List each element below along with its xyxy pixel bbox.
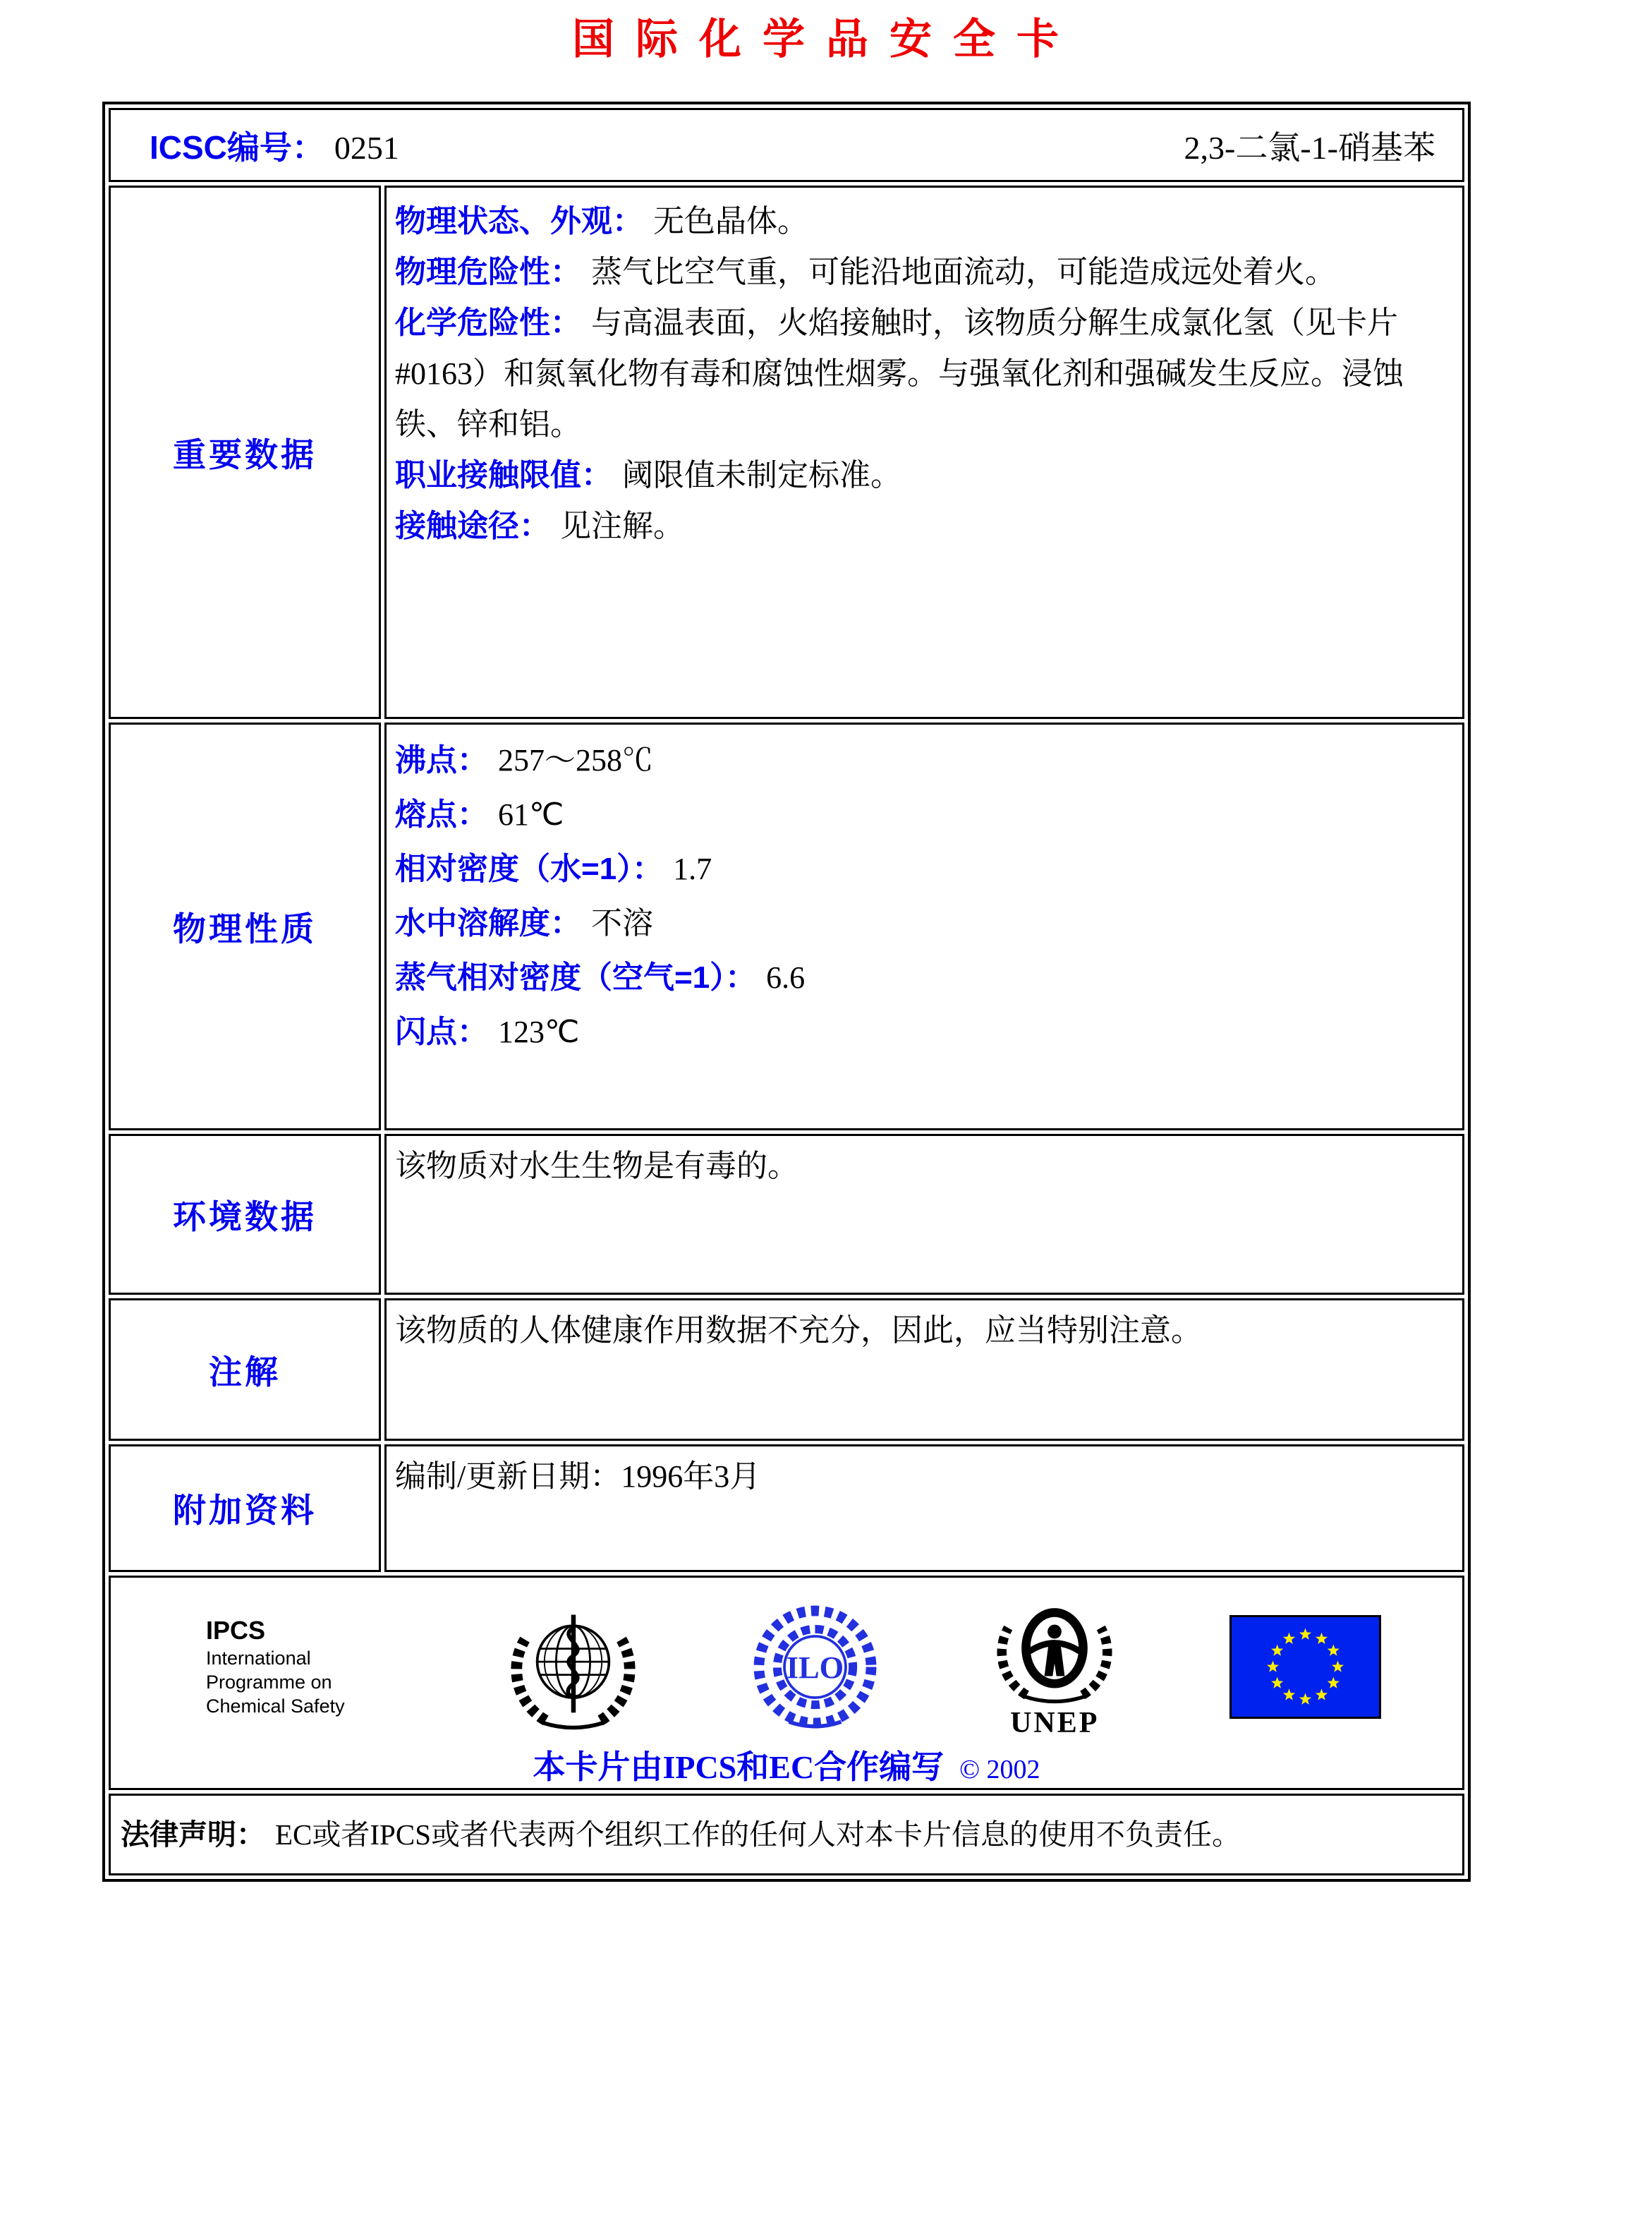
ipcs-line-1: International — [206, 1648, 311, 1669]
ipcs-line-2: Programme on — [206, 1672, 332, 1693]
icsc-number-label: ICSC编号： — [150, 128, 324, 166]
legal-notice-row — [109, 1794, 1464, 1875]
ipcs-title: IPCS — [206, 1616, 266, 1645]
notes-content-cell — [384, 1298, 1464, 1441]
header-row — [109, 108, 1464, 182]
vapor-density-label: 蒸气相对密度（空气=1）： — [395, 960, 757, 995]
icsc-card-page — [0, 6, 1652, 2236]
icsc-number-value: 0251 — [334, 129, 399, 166]
legal-notice — [121, 1816, 1455, 1853]
physical-danger-value: 蒸气比空气重，可能沿地面流动，可能造成远处着火。 — [591, 255, 1336, 289]
icsc-number — [150, 122, 399, 169]
who-logo-icon — [508, 1602, 638, 1732]
melting-point-value: 61℃ — [498, 797, 564, 832]
eu-flag-icon — [1229, 1615, 1381, 1719]
physical-properties-row — [109, 723, 1464, 1130]
icsc-table — [102, 102, 1471, 1882]
additional-info-row — [109, 1444, 1464, 1572]
physical-properties-label-cell — [109, 723, 381, 1130]
legal-notice-text: EC或者IPCS或者代表两个组织工作的任何人对本卡片信息的使用不负责任。 — [275, 1818, 1241, 1851]
flash-point-value: 123℃ — [498, 1015, 580, 1049]
copyright: © 2002 — [959, 1755, 1040, 1784]
physical-state-label: 物理状态、外观： — [395, 204, 643, 238]
water-solubility-value: 不溶 — [591, 906, 653, 941]
section-label-important-data: 重要数据 — [173, 435, 317, 473]
relative-density-value: 1.7 — [673, 852, 712, 886]
exposure-route-value: 见注解。 — [560, 509, 684, 543]
section-label-additional-info: 附加资料 — [173, 1492, 317, 1529]
important-data-label-cell — [109, 186, 381, 719]
physical-danger-item — [395, 247, 1455, 298]
additional-info-label-cell — [109, 1444, 381, 1572]
important-data-content-cell — [384, 186, 1464, 719]
physical-state-value: 无色晶体。 — [653, 204, 808, 238]
environment-data-row — [109, 1134, 1464, 1295]
melting-point-item — [395, 787, 1455, 842]
page-title: 国际化学品安全卡 — [572, 16, 1080, 63]
unep-logo-icon — [991, 1594, 1118, 1707]
header-cell — [109, 108, 1464, 182]
environment-data-content-cell — [384, 1134, 1464, 1295]
water-solubility-label: 水中溶解度： — [395, 906, 581, 941]
boiling-point-value: 257～258℃ — [498, 743, 653, 778]
vapor-density-item — [395, 950, 1455, 1005]
section-label-physical-properties: 物理性质 — [173, 909, 317, 948]
section-label-notes: 注解 — [209, 1353, 281, 1391]
environment-data-text: 该物质对水生生物是有毒的。 — [395, 1149, 798, 1183]
unep-label: UNEP — [1010, 1706, 1100, 1739]
physical-state-item — [395, 196, 1455, 247]
notes-row — [109, 1298, 1464, 1441]
additional-info-content-cell — [384, 1444, 1464, 1572]
boiling-point-item — [395, 733, 1455, 787]
physical-danger-label: 物理危险性： — [395, 255, 581, 289]
ipcs-ec-caption: 本卡片由IPCS和EC合作编写 — [533, 1749, 945, 1785]
chemical-name: 2,3-二氯-1-硝基苯 — [1184, 129, 1435, 166]
melting-point-label: 熔点： — [395, 797, 488, 832]
cooperation-caption — [111, 1741, 1462, 1788]
vapor-density-value: 6.6 — [766, 960, 806, 995]
section-label-environment-data: 环境数据 — [173, 1197, 317, 1235]
ipcs-text-block — [206, 1615, 396, 1718]
legal-notice-cell — [109, 1794, 1464, 1875]
exposure-route-label: 接触途径： — [395, 509, 550, 543]
chemical-danger-item — [395, 298, 1455, 450]
update-date-text: 编制/更新日期：1996年3月 — [395, 1459, 761, 1494]
physical-properties-content-cell — [384, 723, 1464, 1130]
exposure-limit-value: 阈限值未制定标准。 — [622, 458, 901, 492]
exposure-route-item — [395, 501, 1455, 552]
exposure-limit-item — [395, 450, 1455, 501]
chemical-danger-label: 化学危险性： — [395, 306, 581, 340]
logos-row — [109, 1576, 1464, 1790]
chemical-danger-value: 与高温表面，火焰接触时，该物质分解生成氯化氢（见卡片#0163）和氮氧化物有毒和腐蚀性烟雾。与强氧化剂和强碱发生反应。浸蚀铁、锌和铝。 — [395, 306, 1404, 442]
notes-text: 该物质的人体健康作用数据不充分，因此，应当特别注意。 — [395, 1313, 1202, 1348]
logos-cell — [109, 1576, 1464, 1790]
ilo-logo-icon — [750, 1602, 880, 1732]
exposure-limit-label: 职业接触限值： — [395, 458, 612, 492]
ilo-letters: ILO — [786, 1649, 844, 1685]
relative-density-label: 相对密度（水=1）： — [395, 852, 664, 886]
relative-density-item — [395, 842, 1455, 896]
notes-label-cell — [109, 1298, 381, 1441]
boiling-point-label: 沸点： — [395, 743, 488, 778]
water-solubility-item — [395, 896, 1455, 950]
legal-notice-label: 法律声明： — [121, 1818, 265, 1851]
flash-point-item — [395, 1005, 1455, 1059]
flash-point-label: 闪点： — [395, 1015, 488, 1049]
important-data-row — [109, 186, 1464, 719]
unep-logo — [991, 1594, 1118, 1740]
environment-data-label-cell — [109, 1134, 381, 1295]
ipcs-line-3: Chemical Safety — [206, 1696, 345, 1717]
